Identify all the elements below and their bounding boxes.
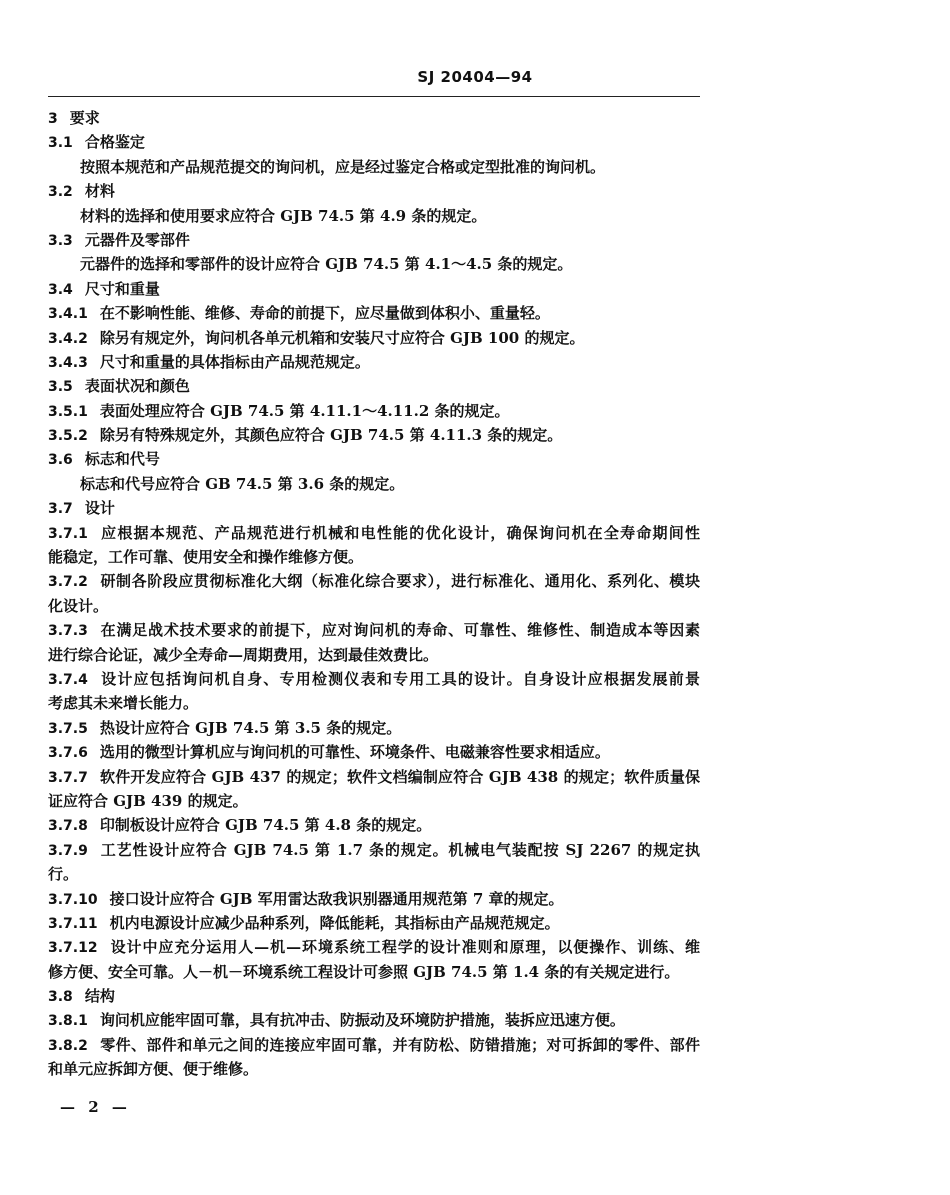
- clause-number: 3.8.1: [48, 1013, 88, 1030]
- clause-text: 合格鉴定: [84, 133, 145, 152]
- text-line: [48, 960, 700, 984]
- clause-text: 考虑其未来增长能力。: [48, 694, 199, 713]
- clause-line: [48, 984, 700, 1008]
- clause-text: 询问机应能牢固可靠，具有抗冲击、防振动及环境防护措施，装拆应迅速方便。: [99, 1011, 625, 1030]
- clause-line: [48, 813, 700, 837]
- clause-line: [48, 716, 700, 740]
- clause-text: 软件开发应符合 GJB 437 的规定；软件文档编制应符合 GJB 438 的规定；软件质量保: [99, 767, 700, 786]
- clause-text: 表面处理应符合 GJB 74.5 第 4.11.1～4.11.2 条的规定。: [99, 401, 510, 420]
- clause-text: 尺寸和重量的具体指标由产品规范规定。: [99, 352, 370, 371]
- clause-text: 接口设计应符合 GJB 军用雷达敌我识别器通用规范第 7 章的规定。: [109, 889, 564, 908]
- clause-text: 和单元应拆卸方便、便于维修。: [48, 1060, 259, 1079]
- clause-line: [48, 569, 700, 593]
- clause-line: [48, 618, 700, 642]
- text-line: [48, 1057, 700, 1081]
- clause-text: 研制各阶段应贯彻标准化大纲（标准化综合要求），进行标准化、通用化、系列化、模块: [99, 572, 700, 591]
- clause-line: [48, 496, 700, 520]
- clause-line: [48, 521, 700, 545]
- clause-text: 工艺性设计应符合 GJB 74.5 第 1.7 条的规定。机械电气装配按 SJ 2267 的规定执: [99, 840, 700, 859]
- clause-number: 3.7.1: [48, 525, 88, 542]
- clause-text: 修方便、安全可靠。人－机－环境系统工程设计可参照 GJB 74.5 第 1.4 条的有关规定进行。: [48, 962, 680, 981]
- text-line: [48, 155, 700, 179]
- clause-line: [48, 911, 700, 935]
- clause-line: [48, 350, 700, 374]
- clause-text: 行。: [48, 865, 79, 884]
- text-line: [48, 691, 700, 715]
- clause-number: 3: [48, 111, 58, 127]
- clause-text: 材料: [84, 182, 115, 201]
- clause-text: 元器件及零部件: [84, 230, 190, 249]
- clause-number: 3.7.7: [48, 769, 88, 786]
- clause-number: 3.3: [48, 232, 73, 249]
- text-line: [48, 862, 700, 886]
- text-line: [48, 594, 700, 618]
- clause-number: 3.2: [48, 184, 73, 201]
- text-line: [48, 204, 700, 228]
- clause-number: 3.1: [48, 135, 73, 152]
- clause-number: 3.7.2: [48, 574, 88, 591]
- clause-number: 3.4: [48, 281, 73, 298]
- clause-number: 3.7.8: [48, 818, 88, 835]
- clause-number: 3.7.6: [48, 745, 88, 762]
- clause-number: 3.7.10: [48, 891, 98, 908]
- clause-text: 零件、部件和单元之间的连接应牢固可靠，并有防松、防错措施；对可拆卸的零件、部件: [99, 1035, 700, 1054]
- clause-text: 化设计。: [48, 596, 109, 615]
- clause-number: 3.7.4: [48, 671, 88, 688]
- clause-line: [48, 423, 700, 447]
- clause-text: 热设计应符合 GJB 74.5 第 3.5 条的规定。: [99, 718, 402, 737]
- clause-text: 材料的选择和使用要求应符合 GJB 74.5 第 4.9 条的规定。: [80, 206, 487, 225]
- clause-text: 除另有特殊规定外，其颜色应符合 GJB 74.5 第 4.11.3 条的规定。: [99, 426, 563, 445]
- clause-line: [48, 447, 700, 471]
- clause-line: [48, 106, 700, 130]
- clause-line: [48, 399, 700, 423]
- page-number: — 2 —: [60, 1098, 131, 1116]
- clause-text: 印制板设计应符合 GJB 74.5 第 4.8 条的规定。: [99, 816, 432, 835]
- clause-number: 3.7.11: [48, 915, 98, 932]
- clause-line: [48, 667, 700, 691]
- clause-text: 机内电源设计应减少品种系列，降低能耗，其指标由产品规范规定。: [109, 913, 560, 932]
- clause-line: [48, 740, 700, 764]
- clause-number: 3.5.1: [48, 403, 88, 420]
- clause-text: 选用的微型计算机应与询问机的可靠性、环境条件、电磁兼容性要求相适应。: [99, 743, 610, 762]
- clause-number: 3.7.3: [48, 623, 88, 640]
- clause-line: [48, 179, 700, 203]
- clause-line: [48, 1033, 700, 1057]
- clause-text: 进行综合论证，减少全寿命—周期费用，达到最佳效费比。: [48, 645, 439, 664]
- clause-number: 3.4.3: [48, 354, 88, 371]
- header-rule: [48, 96, 700, 97]
- clause-number: 3.4.2: [48, 330, 88, 347]
- text-line: [48, 252, 700, 276]
- clause-text: 标志和代号: [84, 450, 160, 469]
- clause-text: 应根据本规范、产品规范进行机械和电性能的优化设计，确保询问机在全寿命期间性: [99, 523, 700, 542]
- clause-text: 除另有规定外，询问机各单元机箱和安装尺寸应符合 GJB 100 的规定。: [99, 328, 585, 347]
- clause-text: 在不影响性能、维修、寿命的前提下，应尽量做到体积小、重量轻。: [99, 304, 550, 323]
- clause-text: 能稳定，工作可靠、使用安全和操作维修方便。: [48, 548, 364, 567]
- clause-line: [48, 838, 700, 862]
- document-body: [48, 106, 700, 1082]
- clause-text: 元器件的选择和零部件的设计应符合 GJB 74.5 第 4.1～4.5 条的规定。: [80, 255, 573, 274]
- text-line: [48, 545, 700, 569]
- clause-text: 设计应包括询问机自身、专用检测仪表和专用工具的设计。自身设计应根据发展前景: [99, 669, 700, 688]
- clause-number: 3.8.2: [48, 1037, 88, 1054]
- clause-text: 设计: [84, 499, 115, 518]
- clause-number: 3.7: [48, 501, 73, 518]
- text-line: [48, 472, 700, 496]
- clause-text: 表面状况和颜色: [84, 377, 190, 396]
- text-line: [48, 643, 700, 667]
- clause-line: [48, 228, 700, 252]
- clause-number: 3.7.9: [48, 842, 88, 859]
- clause-number: 3.8: [48, 989, 73, 1006]
- clause-number: 3.6: [48, 452, 73, 469]
- clause-line: [48, 301, 700, 325]
- clause-line: [48, 130, 700, 154]
- text-line: [48, 789, 700, 813]
- clause-line: [48, 765, 700, 789]
- clause-text: 在满足战术技术要求的前提下，应对询问机的寿命、可靠性、维修性、制造成本等因素: [99, 621, 700, 640]
- clause-line: [48, 374, 700, 398]
- clause-number: 3.7.5: [48, 720, 88, 737]
- clause-text: 结构: [84, 987, 115, 1006]
- clause-text: 按照本规范和产品规范提交的询问机，应是经过鉴定合格或定型批准的询问机。: [80, 157, 606, 176]
- clause-line: [48, 887, 700, 911]
- standard-code-header: SJ 20404—94: [417, 68, 533, 86]
- clause-number: 3.5: [48, 379, 73, 396]
- clause-text: 尺寸和重量: [84, 279, 160, 298]
- clause-text: 设计中应充分运用人—机—环境系统工程学的设计准则和原理，以便操作、训练、维: [109, 938, 700, 957]
- clause-line: [48, 326, 700, 350]
- clause-line: [48, 935, 700, 959]
- clause-text: 标志和代号应符合 GB 74.5 第 3.6 条的规定。: [80, 474, 405, 493]
- clause-line: [48, 277, 700, 301]
- clause-text: 要求: [69, 109, 100, 127]
- clause-line: [48, 1008, 700, 1032]
- clause-number: 3.5.2: [48, 428, 88, 445]
- clause-text: 证应符合 GJB 439 的规定。: [48, 791, 248, 810]
- clause-number: 3.7.12: [48, 940, 98, 957]
- clause-number: 3.4.1: [48, 306, 88, 323]
